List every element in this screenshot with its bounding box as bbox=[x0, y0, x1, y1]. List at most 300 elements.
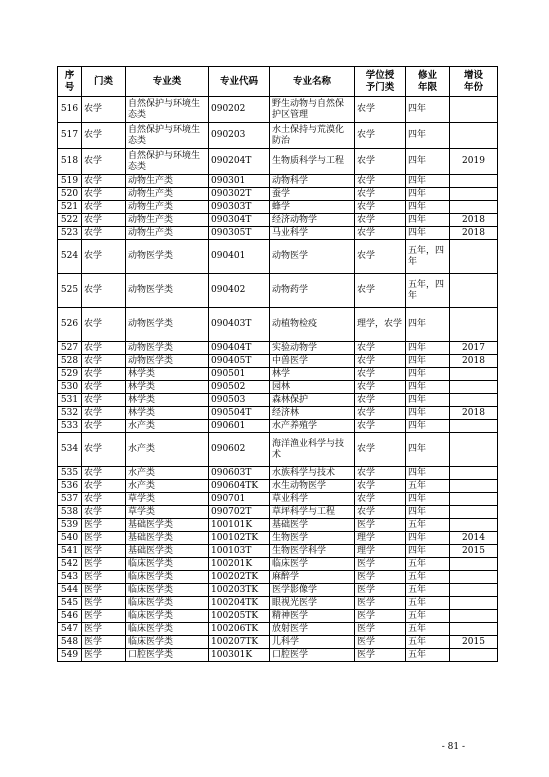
cell-code: 090303T bbox=[209, 201, 270, 214]
cell-major-class: 口腔医学类 bbox=[126, 649, 209, 662]
cell-years: 四年 bbox=[406, 433, 450, 467]
cell-years: 四年 bbox=[406, 97, 450, 123]
cell-code: 100102TK bbox=[209, 532, 270, 545]
cell-degree: 理学 bbox=[355, 532, 406, 545]
cell-major-class: 动物生产类 bbox=[126, 188, 209, 201]
cell-code: 090502 bbox=[209, 381, 270, 394]
cell-major-class: 临床医学类 bbox=[126, 610, 209, 623]
cell-degree: 农学 bbox=[355, 467, 406, 480]
cell-seq: 521 bbox=[58, 201, 82, 214]
cell-degree: 农学 bbox=[355, 368, 406, 381]
cell-code: 090603T bbox=[209, 467, 270, 480]
cell-category: 医学 bbox=[82, 545, 126, 558]
table-row bbox=[58, 623, 498, 636]
cell-name: 口腔医学 bbox=[270, 649, 355, 662]
cell-added-year bbox=[450, 584, 498, 597]
table-row bbox=[58, 214, 498, 227]
cell-major-class: 林学类 bbox=[126, 381, 209, 394]
cell-seq: 519 bbox=[58, 175, 82, 188]
cell-added-year bbox=[450, 493, 498, 506]
cell-added-year bbox=[450, 467, 498, 480]
cell-name: 生物医学 bbox=[270, 532, 355, 545]
cell-seq: 518 bbox=[58, 149, 82, 175]
cell-added-year bbox=[450, 381, 498, 394]
cell-years: 五年 bbox=[406, 610, 450, 623]
cell-seq: 537 bbox=[58, 493, 82, 506]
cell-degree: 农学 bbox=[355, 274, 406, 308]
cell-name: 放射医学 bbox=[270, 623, 355, 636]
cell-degree: 农学 bbox=[355, 407, 406, 420]
cell-code: 090504T bbox=[209, 407, 270, 420]
cell-major-class: 基础医学类 bbox=[126, 532, 209, 545]
page-number: - 81 - bbox=[441, 742, 465, 752]
cell-name: 生物医学科学 bbox=[270, 545, 355, 558]
cell-code: 090701 bbox=[209, 493, 270, 506]
cell-seq: 520 bbox=[58, 188, 82, 201]
cell-seq: 534 bbox=[58, 433, 82, 467]
cell-seq: 532 bbox=[58, 407, 82, 420]
cell-category: 农学 bbox=[82, 175, 126, 188]
cell-major-class: 临床医学类 bbox=[126, 558, 209, 571]
cell-category: 农学 bbox=[82, 123, 126, 149]
cell-category: 农学 bbox=[82, 274, 126, 308]
cell-category: 医学 bbox=[82, 636, 126, 649]
table-row bbox=[58, 394, 498, 407]
cell-added-year bbox=[450, 480, 498, 493]
cell-degree: 农学 bbox=[355, 240, 406, 274]
cell-code: 090202 bbox=[209, 97, 270, 123]
cell-seq: 539 bbox=[58, 519, 82, 532]
table-row bbox=[58, 420, 498, 433]
cell-code: 090405T bbox=[209, 355, 270, 368]
cell-category: 医学 bbox=[82, 532, 126, 545]
cell-major-class: 临床医学类 bbox=[126, 584, 209, 597]
cell-years: 五年 bbox=[406, 558, 450, 571]
cell-major-class: 水产类 bbox=[126, 467, 209, 480]
header-added-year-label: 增设 年份 bbox=[463, 69, 483, 93]
table-body bbox=[58, 97, 498, 662]
cell-major-class: 水产类 bbox=[126, 480, 209, 493]
cell-code: 100301K bbox=[209, 649, 270, 662]
cell-degree: 农学 bbox=[355, 188, 406, 201]
header-degree bbox=[355, 67, 406, 97]
cell-category: 农学 bbox=[82, 506, 126, 519]
cell-code: 090403T bbox=[209, 308, 270, 342]
cell-years: 五年 bbox=[406, 636, 450, 649]
cell-seq: 536 bbox=[58, 480, 82, 493]
cell-added-year bbox=[450, 558, 498, 571]
cell-category: 医学 bbox=[82, 623, 126, 636]
cell-name: 马业科学 bbox=[270, 227, 355, 240]
cell-years: 四年 bbox=[406, 381, 450, 394]
cell-seq: 530 bbox=[58, 381, 82, 394]
cell-years: 四年 bbox=[406, 355, 450, 368]
cell-major-class: 自然保护与环境生态类 bbox=[126, 149, 209, 175]
cell-name: 实验动物学 bbox=[270, 342, 355, 355]
cell-major-class: 临床医学类 bbox=[126, 597, 209, 610]
table-row bbox=[58, 97, 498, 123]
cell-years: 五年，四年 bbox=[406, 274, 450, 308]
cell-major-class: 动物生产类 bbox=[126, 214, 209, 227]
cell-years: 四年 bbox=[406, 467, 450, 480]
cell-degree: 农学 bbox=[355, 342, 406, 355]
cell-code: 090602 bbox=[209, 433, 270, 467]
cell-major-class: 动物医学类 bbox=[126, 308, 209, 342]
cell-years: 四年 bbox=[406, 407, 450, 420]
cell-years: 五年 bbox=[406, 480, 450, 493]
cell-years: 四年 bbox=[406, 342, 450, 355]
table-row bbox=[58, 571, 498, 584]
cell-name: 水产养殖学 bbox=[270, 420, 355, 433]
cell-seq: 542 bbox=[58, 558, 82, 571]
cell-added-year bbox=[450, 123, 498, 149]
cell-seq: 544 bbox=[58, 584, 82, 597]
cell-code: 100101K bbox=[209, 519, 270, 532]
cell-added-year bbox=[450, 308, 498, 342]
header-years-label: 修业 年限 bbox=[417, 69, 437, 93]
cell-category: 农学 bbox=[82, 368, 126, 381]
cell-name: 生物质科学与工程 bbox=[270, 149, 355, 175]
cell-added-year bbox=[450, 175, 498, 188]
cell-code: 100203TK bbox=[209, 584, 270, 597]
table-row bbox=[58, 467, 498, 480]
cell-category: 农学 bbox=[82, 188, 126, 201]
cell-major-class: 草学类 bbox=[126, 493, 209, 506]
cell-seq: 541 bbox=[58, 545, 82, 558]
cell-added-year bbox=[450, 97, 498, 123]
cell-seq: 522 bbox=[58, 214, 82, 227]
cell-added-year bbox=[450, 649, 498, 662]
cell-added-year bbox=[450, 519, 498, 532]
cell-degree: 农学 bbox=[355, 227, 406, 240]
cell-years: 四年 bbox=[406, 123, 450, 149]
cell-code: 090305T bbox=[209, 227, 270, 240]
cell-name: 动物科学 bbox=[270, 175, 355, 188]
cell-added-year bbox=[450, 433, 498, 467]
cell-degree: 医学 bbox=[355, 597, 406, 610]
cell-major-class: 动物医学类 bbox=[126, 342, 209, 355]
cell-major-class: 林学类 bbox=[126, 394, 209, 407]
table-row bbox=[58, 381, 498, 394]
cell-seq: 548 bbox=[58, 636, 82, 649]
cell-category: 农学 bbox=[82, 493, 126, 506]
cell-degree: 医学 bbox=[355, 610, 406, 623]
cell-name: 水生动物医学 bbox=[270, 480, 355, 493]
cell-code: 100207TK bbox=[209, 636, 270, 649]
table-row bbox=[58, 308, 498, 342]
cell-years: 四年 bbox=[406, 175, 450, 188]
cell-category: 农学 bbox=[82, 214, 126, 227]
cell-degree: 医学 bbox=[355, 623, 406, 636]
cell-degree: 农学 bbox=[355, 433, 406, 467]
cell-code: 090503 bbox=[209, 394, 270, 407]
cell-major-class: 动物医学类 bbox=[126, 274, 209, 308]
cell-category: 农学 bbox=[82, 407, 126, 420]
cell-seq: 540 bbox=[58, 532, 82, 545]
cell-degree: 医学 bbox=[355, 558, 406, 571]
cell-name: 蜂学 bbox=[270, 201, 355, 214]
cell-added-year: 2018 bbox=[450, 227, 498, 240]
cell-seq: 527 bbox=[58, 342, 82, 355]
cell-name: 林学 bbox=[270, 368, 355, 381]
table-row bbox=[58, 407, 498, 420]
cell-major-class: 基础医学类 bbox=[126, 519, 209, 532]
cell-name: 医学影像学 bbox=[270, 584, 355, 597]
cell-major-class: 自然保护与环境生态类 bbox=[126, 123, 209, 149]
cell-years: 五年 bbox=[406, 571, 450, 584]
cell-major-class: 自然保护与环境生态类 bbox=[126, 97, 209, 123]
cell-years: 五年 bbox=[406, 584, 450, 597]
cell-years: 四年 bbox=[406, 149, 450, 175]
cell-added-year: 2018 bbox=[450, 407, 498, 420]
cell-seq: 545 bbox=[58, 597, 82, 610]
cell-degree: 农学 bbox=[355, 506, 406, 519]
cell-added-year: 2015 bbox=[450, 545, 498, 558]
cell-years: 五年 bbox=[406, 623, 450, 636]
cell-degree: 农学 bbox=[355, 201, 406, 214]
cell-years: 四年 bbox=[406, 308, 450, 342]
cell-major-class: 动物生产类 bbox=[126, 227, 209, 240]
cell-seq: 523 bbox=[58, 227, 82, 240]
header-major-class: 专业类 bbox=[126, 67, 209, 97]
header-years bbox=[406, 67, 450, 97]
cell-seq: 516 bbox=[58, 97, 82, 123]
cell-category: 农学 bbox=[82, 227, 126, 240]
cell-seq: 517 bbox=[58, 123, 82, 149]
cell-code: 090402 bbox=[209, 274, 270, 308]
cell-major-class: 临床医学类 bbox=[126, 623, 209, 636]
cell-major-class: 临床医学类 bbox=[126, 636, 209, 649]
cell-name: 经济林 bbox=[270, 407, 355, 420]
cell-seq: 525 bbox=[58, 274, 82, 308]
table-row bbox=[58, 532, 498, 545]
cell-seq: 524 bbox=[58, 240, 82, 274]
cell-degree: 农学 bbox=[355, 175, 406, 188]
cell-added-year bbox=[450, 274, 498, 308]
cell-name: 园林 bbox=[270, 381, 355, 394]
cell-seq: 535 bbox=[58, 467, 82, 480]
cell-major-class: 动物生产类 bbox=[126, 201, 209, 214]
cell-years: 四年 bbox=[406, 227, 450, 240]
cell-years: 四年 bbox=[406, 201, 450, 214]
cell-major-class: 林学类 bbox=[126, 407, 209, 420]
cell-added-year bbox=[450, 597, 498, 610]
cell-added-year bbox=[450, 368, 498, 381]
cell-added-year bbox=[450, 623, 498, 636]
cell-years: 四年 bbox=[406, 532, 450, 545]
cell-degree: 农学 bbox=[355, 420, 406, 433]
cell-degree: 农学 bbox=[355, 355, 406, 368]
cell-name: 麻醉学 bbox=[270, 571, 355, 584]
cell-category: 医学 bbox=[82, 597, 126, 610]
header-seq-label: 序 号 bbox=[64, 69, 75, 93]
header-degree-label: 学位授 予门类 bbox=[365, 69, 395, 93]
cell-seq: 526 bbox=[58, 308, 82, 342]
cell-degree: 农学 bbox=[355, 480, 406, 493]
cell-category: 农学 bbox=[82, 394, 126, 407]
cell-added-year bbox=[450, 571, 498, 584]
table-row bbox=[58, 175, 498, 188]
major-catalog-table bbox=[57, 66, 498, 662]
cell-code: 090601 bbox=[209, 420, 270, 433]
cell-added-year: 2014 bbox=[450, 532, 498, 545]
cell-added-year bbox=[450, 506, 498, 519]
cell-major-class: 动物医学类 bbox=[126, 355, 209, 368]
cell-major-class: 水产类 bbox=[126, 433, 209, 467]
header-added-year bbox=[450, 67, 498, 97]
cell-code: 090304T bbox=[209, 214, 270, 227]
cell-name: 海洋渔业科学与技术 bbox=[270, 433, 355, 467]
cell-code: 100202TK bbox=[209, 571, 270, 584]
cell-years: 四年 bbox=[406, 214, 450, 227]
cell-code: 090204T bbox=[209, 149, 270, 175]
cell-category: 医学 bbox=[82, 610, 126, 623]
cell-years: 五年 bbox=[406, 649, 450, 662]
cell-degree: 农学 bbox=[355, 214, 406, 227]
cell-added-year bbox=[450, 420, 498, 433]
cell-name: 临床医学 bbox=[270, 558, 355, 571]
cell-category: 医学 bbox=[82, 584, 126, 597]
cell-name: 眼视光医学 bbox=[270, 597, 355, 610]
cell-major-class: 草学类 bbox=[126, 506, 209, 519]
cell-code: 090302T bbox=[209, 188, 270, 201]
table-row bbox=[58, 240, 498, 274]
cell-category: 医学 bbox=[82, 558, 126, 571]
cell-category: 农学 bbox=[82, 308, 126, 342]
cell-degree: 医学 bbox=[355, 636, 406, 649]
cell-category: 农学 bbox=[82, 355, 126, 368]
cell-code: 100103T bbox=[209, 545, 270, 558]
cell-code: 090604TK bbox=[209, 480, 270, 493]
cell-seq: 538 bbox=[58, 506, 82, 519]
cell-category: 农学 bbox=[82, 342, 126, 355]
cell-name: 儿科学 bbox=[270, 636, 355, 649]
cell-degree: 农学 bbox=[355, 394, 406, 407]
table-row bbox=[58, 649, 498, 662]
cell-name: 动植物检疫 bbox=[270, 308, 355, 342]
header-category: 门类 bbox=[82, 67, 126, 97]
cell-added-year: 2018 bbox=[450, 214, 498, 227]
cell-category: 农学 bbox=[82, 420, 126, 433]
cell-degree: 农学 bbox=[355, 493, 406, 506]
cell-years: 四年 bbox=[406, 394, 450, 407]
cell-seq: 529 bbox=[58, 368, 82, 381]
table-row bbox=[58, 342, 498, 355]
cell-name: 精神医学 bbox=[270, 610, 355, 623]
cell-category: 医学 bbox=[82, 519, 126, 532]
cell-degree: 农学 bbox=[355, 123, 406, 149]
cell-years: 五年 bbox=[406, 519, 450, 532]
cell-code: 090203 bbox=[209, 123, 270, 149]
cell-category: 医学 bbox=[82, 571, 126, 584]
cell-added-year bbox=[450, 610, 498, 623]
cell-degree: 理学，农学 bbox=[355, 308, 406, 342]
cell-name: 动物药学 bbox=[270, 274, 355, 308]
cell-added-year bbox=[450, 394, 498, 407]
cell-category: 农学 bbox=[82, 97, 126, 123]
cell-degree: 农学 bbox=[355, 149, 406, 175]
cell-name: 基础医学 bbox=[270, 519, 355, 532]
cell-name: 草坪科学与工程 bbox=[270, 506, 355, 519]
cell-seq: 543 bbox=[58, 571, 82, 584]
cell-name: 中兽医学 bbox=[270, 355, 355, 368]
cell-years: 四年 bbox=[406, 493, 450, 506]
cell-degree: 医学 bbox=[355, 584, 406, 597]
cell-added-year: 2018 bbox=[450, 355, 498, 368]
table-row bbox=[58, 201, 498, 214]
cell-code: 090501 bbox=[209, 368, 270, 381]
cell-major-class: 动物生产类 bbox=[126, 175, 209, 188]
table-row bbox=[58, 123, 498, 149]
cell-code: 100204TK bbox=[209, 597, 270, 610]
cell-category: 农学 bbox=[82, 149, 126, 175]
cell-code: 090404T bbox=[209, 342, 270, 355]
cell-name: 蚕学 bbox=[270, 188, 355, 201]
cell-seq: 531 bbox=[58, 394, 82, 407]
cell-category: 农学 bbox=[82, 240, 126, 274]
cell-category: 农学 bbox=[82, 480, 126, 493]
table-row bbox=[58, 368, 498, 381]
cell-major-class: 水产类 bbox=[126, 420, 209, 433]
header-code: 专业代码 bbox=[209, 67, 270, 97]
cell-major-class: 林学类 bbox=[126, 368, 209, 381]
cell-name: 经济动物学 bbox=[270, 214, 355, 227]
cell-major-class: 临床医学类 bbox=[126, 571, 209, 584]
cell-added-year: 2017 bbox=[450, 342, 498, 355]
cell-seq: 546 bbox=[58, 610, 82, 623]
table-row bbox=[58, 480, 498, 493]
header-seq bbox=[58, 67, 82, 97]
cell-name: 水族科学与技术 bbox=[270, 467, 355, 480]
cell-code: 090301 bbox=[209, 175, 270, 188]
cell-years: 四年 bbox=[406, 506, 450, 519]
cell-code: 100201K bbox=[209, 558, 270, 571]
cell-seq: 549 bbox=[58, 649, 82, 662]
cell-category: 农学 bbox=[82, 467, 126, 480]
cell-added-year bbox=[450, 240, 498, 274]
cell-category: 医学 bbox=[82, 649, 126, 662]
table-row bbox=[58, 188, 498, 201]
table-row bbox=[58, 636, 498, 649]
table-row bbox=[58, 274, 498, 308]
cell-name: 森林保护 bbox=[270, 394, 355, 407]
cell-years: 四年 bbox=[406, 420, 450, 433]
cell-years: 四年 bbox=[406, 545, 450, 558]
cell-name: 水土保持与荒漠化防治 bbox=[270, 123, 355, 149]
table-header-row bbox=[58, 67, 498, 97]
table-row bbox=[58, 584, 498, 597]
cell-degree: 理学 bbox=[355, 545, 406, 558]
cell-years: 五年，四年 bbox=[406, 240, 450, 274]
cell-category: 农学 bbox=[82, 433, 126, 467]
table-row bbox=[58, 610, 498, 623]
table-row bbox=[58, 597, 498, 610]
table-row bbox=[58, 545, 498, 558]
cell-added-year bbox=[450, 201, 498, 214]
cell-seq: 528 bbox=[58, 355, 82, 368]
cell-code: 100205TK bbox=[209, 610, 270, 623]
cell-major-class: 动物医学类 bbox=[126, 240, 209, 274]
cell-years: 四年 bbox=[406, 368, 450, 381]
cell-degree: 医学 bbox=[355, 571, 406, 584]
cell-name: 草业科学 bbox=[270, 493, 355, 506]
cell-name: 野生动物与自然保护区管理 bbox=[270, 97, 355, 123]
cell-name: 动物医学 bbox=[270, 240, 355, 274]
table-row bbox=[58, 506, 498, 519]
cell-years: 五年 bbox=[406, 597, 450, 610]
table-row bbox=[58, 493, 498, 506]
table-row bbox=[58, 227, 498, 240]
